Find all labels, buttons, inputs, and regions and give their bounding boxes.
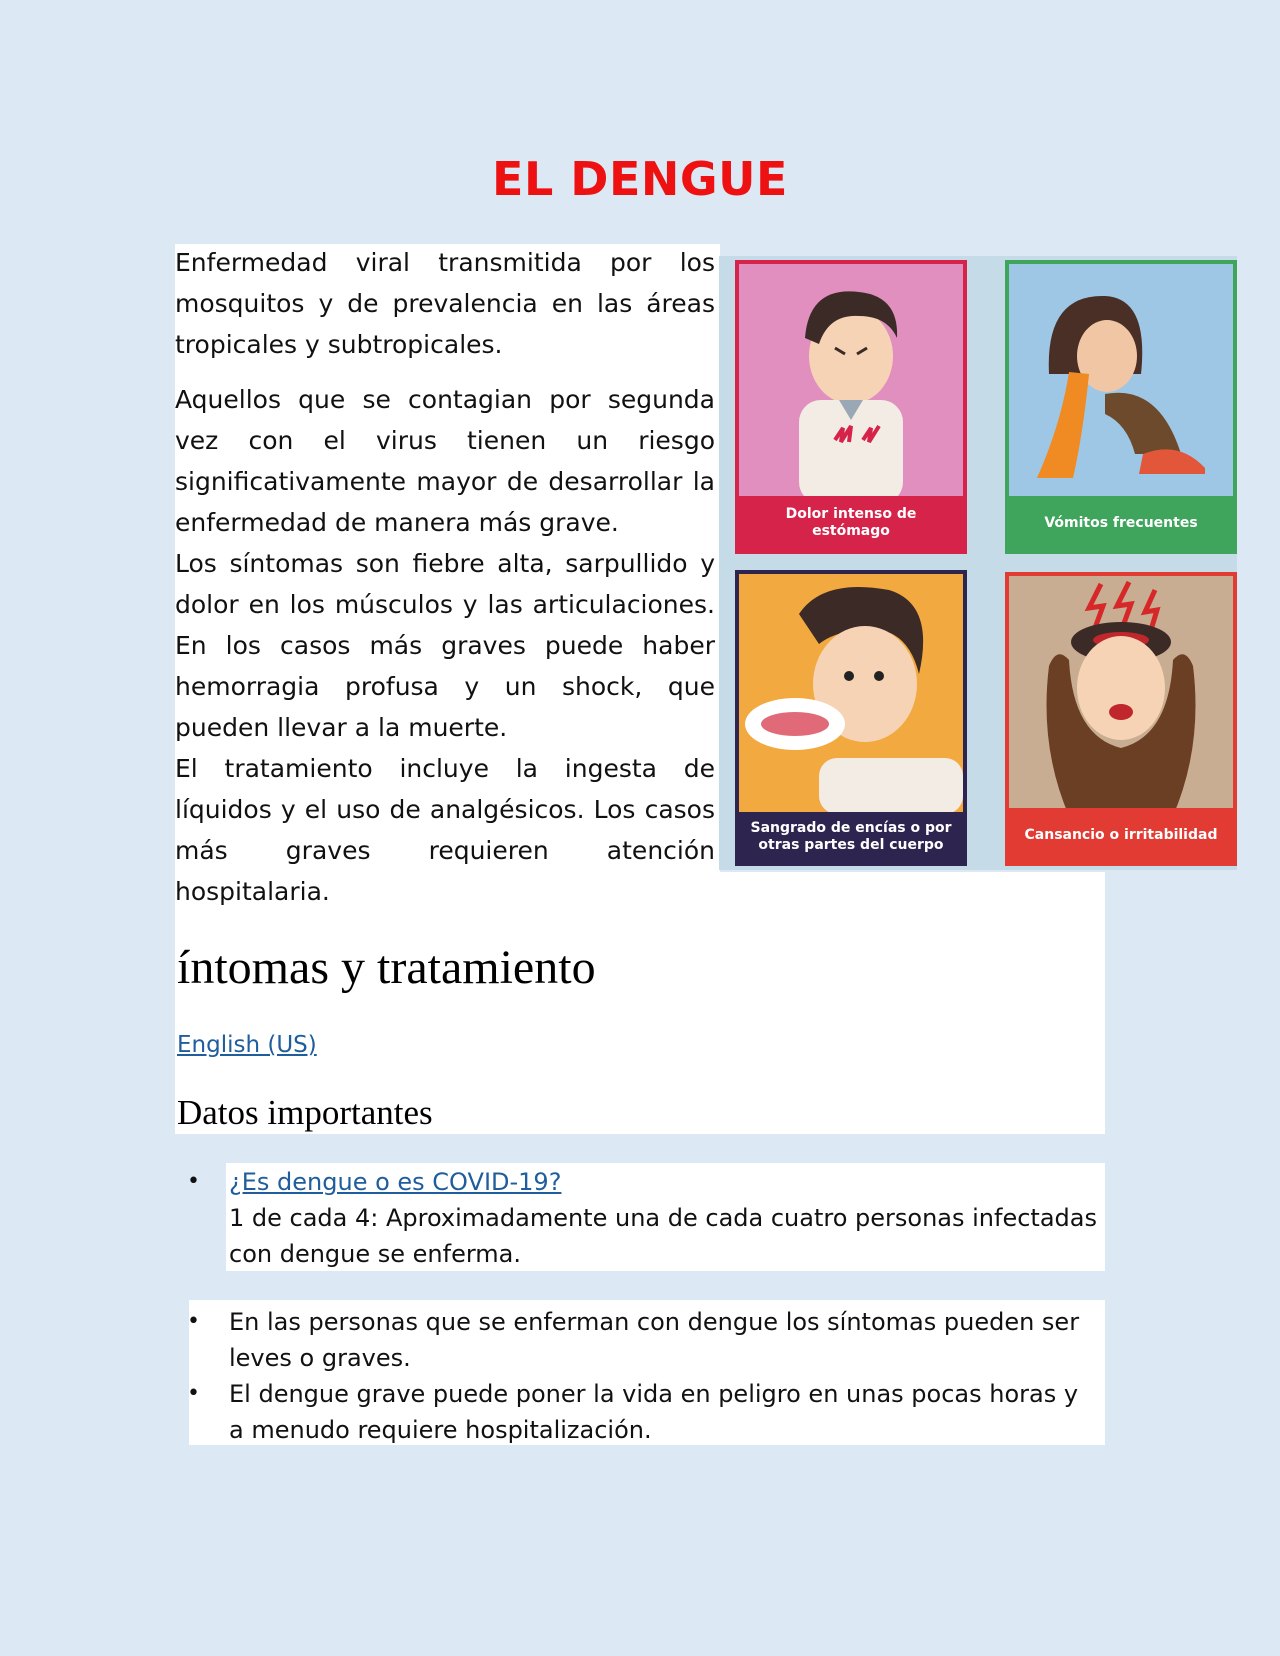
- list-item: [187, 1376, 1099, 1448]
- caption-bleeding: Sangrado de encías o por otras partes del cuerpo: [739, 812, 963, 862]
- caption-stomach-pain: Dolor intenso de estómago: [739, 496, 963, 550]
- stomach-pain-figure-icon: [739, 264, 963, 504]
- caption-vomiting: Vómitos frecuentes: [1009, 496, 1233, 550]
- intro-paragraph-3: Los síntomas son fiebre alta, sarpullido y dolor en los músculos y las articulaciones. En los casos más graves puede haber hemorragia profusa y un shock, que pueden llevar a la muerte.: [175, 549, 715, 742]
- panel-vomiting: [1005, 260, 1237, 554]
- intro-paragraph-4: El tratamiento incluye la ingesta de líquidos y el uso de analgésicos. Los casos más graves requieren atención hospitalaria.: [175, 754, 715, 906]
- vomiting-figure-icon: [1009, 264, 1233, 504]
- panel-bleeding: [735, 570, 967, 866]
- bullet-icon: •: [187, 1309, 200, 1334]
- facts-list-2: [187, 1304, 1099, 1448]
- caption-tiredness: Cansancio o irritabilidad: [1009, 808, 1233, 862]
- panel-tiredness: [1005, 572, 1237, 866]
- bullet-icon: •: [187, 1169, 200, 1194]
- bullet-icon: •: [187, 1381, 200, 1406]
- page-title: EL DENGUE: [492, 152, 788, 206]
- fact-text: El dengue grave puede poner la vida en peligro en unas pocas horas y a menudo requiere hospitalización.: [229, 1380, 1079, 1444]
- list-item: [187, 1304, 1099, 1376]
- intro-paragraph-2: Aquellos que se contagian por segunda vez con el virus tienen un riesgo significativamente mayor de desarrollar la enfermedad de manera más grave.: [175, 385, 715, 537]
- intro-paragraph-1: Enfermedad viral transmitida por los mosquitos y de prevalencia en las áreas tropicales y subtropicales.: [175, 248, 715, 359]
- list-item: [187, 1164, 1099, 1272]
- fact-text: 1 de cada 4: Aproximadamente una de cada cuatro personas infectadas con dengue se enferma.: [229, 1204, 1097, 1268]
- covid-comparison-link[interactable]: ¿Es dengue o es COVID-19?: [229, 1168, 562, 1196]
- section-subheading: Datos importantes: [177, 1093, 433, 1132]
- fact-text: En las personas que se enferman con dengue los síntomas pueden ser leves o graves.: [229, 1308, 1080, 1372]
- symptoms-illustration: [719, 256, 1237, 870]
- intro-text: [175, 242, 715, 912]
- bleeding-figure-icon: [739, 574, 963, 814]
- panel-stomach-pain: [735, 260, 967, 554]
- section-heading: íntomas y tratamiento: [177, 941, 596, 994]
- tiredness-figure-icon: [1009, 576, 1233, 816]
- language-link[interactable]: English (US): [177, 1032, 317, 1058]
- facts-list-1: [187, 1164, 1099, 1272]
